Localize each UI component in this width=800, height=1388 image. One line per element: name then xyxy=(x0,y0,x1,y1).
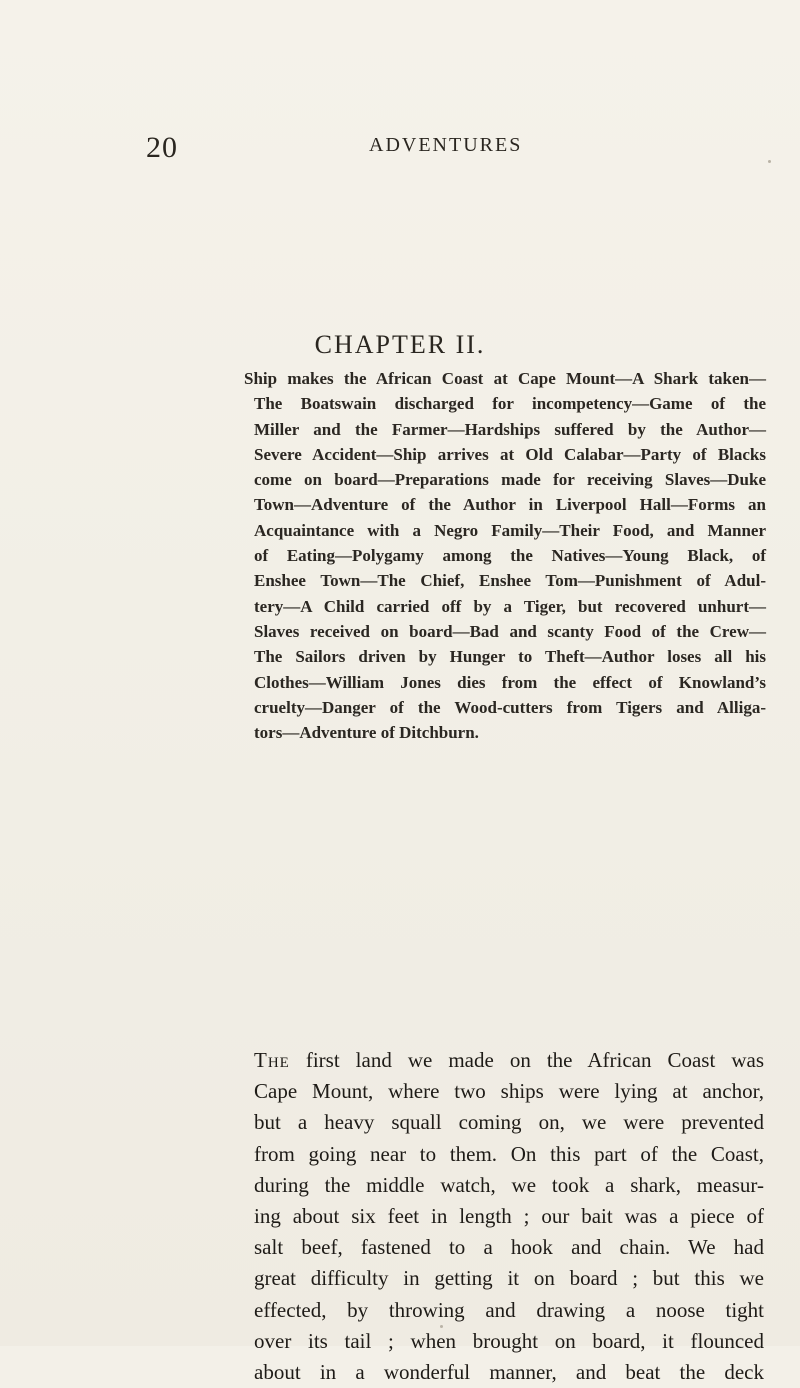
body-line: over its tail ; when brought on board, it flounced xyxy=(254,1328,764,1353)
summary-line: Acquaintance with a Negro Family—Their Food, and Manner xyxy=(254,520,766,540)
summary-line: Ship makes the African Coast at Cape Mount—A Shark taken— xyxy=(244,369,766,388)
summary-line: Slaves received on board—Bad and scanty Food of the Crew— xyxy=(254,621,766,641)
chapter-summary xyxy=(244,366,766,745)
summary-line: tors—Adventure of Ditchburn. xyxy=(254,723,479,743)
running-head: ADVENTURES xyxy=(369,134,523,156)
body-line: great difficulty in getting it on board ; but this we xyxy=(254,1266,764,1291)
body-line: salt beef, fastened to a hook and chain. We had xyxy=(254,1235,764,1260)
body-line: but a heavy squall coming on, we were prevented xyxy=(254,1110,764,1135)
body-line: effected, by throwing and drawing a noose tight xyxy=(254,1297,764,1322)
summary-line: tery—A Child carried off by a Tiger, but recovered unhurt— xyxy=(254,596,766,616)
summary-line: Town—Adventure of the Author in Liverpool Hall—Forms an xyxy=(254,495,766,515)
paper-speck xyxy=(768,160,771,163)
body-line: during the middle watch, we took a shark, measur- xyxy=(254,1172,764,1197)
summary-line: Miller and the Farmer—Hardships suffered by the Author— xyxy=(254,419,766,439)
paper-speck xyxy=(440,1325,443,1328)
summary-line: cruelty—Danger of the Wood-cutters from Tigers and Alliga- xyxy=(254,697,766,717)
body-line xyxy=(254,1045,764,1076)
body-line: from going near to them. On this part of the Coast, xyxy=(254,1141,764,1166)
summary-line: of Eating—Polygamy among the Natives—Young Black, of xyxy=(254,546,766,566)
body-line-text: first land we made on the African Coast was xyxy=(289,1048,764,1072)
summary-line: Severe Accident—Ship arrives at Old Calabar—Party of Blacks xyxy=(254,444,766,464)
chapter-heading: CHAPTER II. xyxy=(314,330,486,359)
body-paragraph xyxy=(254,1045,764,1388)
summary-line: The Sailors driven by Hunger to Theft—Author loses all his xyxy=(254,647,766,667)
summary-line: The Boatswain discharged for incompetency—Game of the xyxy=(254,394,766,414)
page-number: 20 xyxy=(146,131,178,164)
summary-line: come on board—Preparations made for receiving Slaves—Duke xyxy=(254,470,766,490)
summary-line: Enshee Town—The Chief, Enshee Tom—Punishment of Adul- xyxy=(254,571,766,591)
body-line: Cape Mount, where two ships were lying at anchor, xyxy=(254,1079,764,1104)
opening-word: The xyxy=(254,1048,290,1072)
body-line: about in a wonderful manner, and beat the deck xyxy=(254,1360,764,1385)
body-line: ing about six feet in length ; our bait was a piece of xyxy=(254,1204,764,1229)
summary-line: Clothes—William Jones dies from the effect of Knowland’s xyxy=(254,672,766,692)
